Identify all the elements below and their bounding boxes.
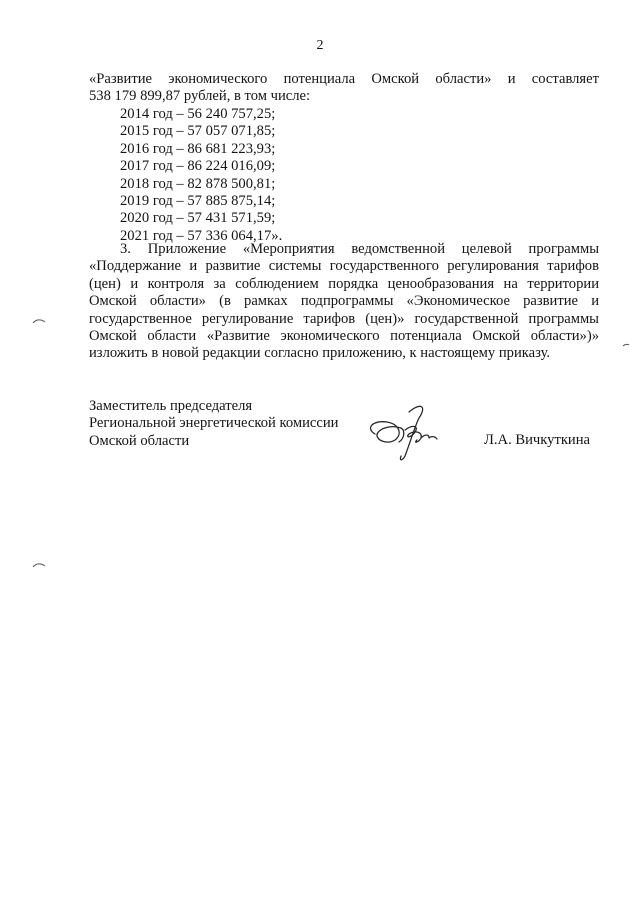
intro-line-1: «Развитие экономического потенциала Омской области» и составляет [89, 71, 599, 87]
paragraph-3-line-4: Омской области» (в рамках подпрограммы «Экономическое развитие и [89, 293, 599, 310]
intro-paragraph [89, 71, 599, 106]
paragraph-3-line-7: изложить в новой редакции согласно приложению, к настоящему приказу. [89, 345, 551, 362]
year-amount-item: 2019 год – 57 885 875,14; [120, 193, 276, 210]
paragraph-3-line-6: Омской области «Развитие экономического потенциала Омской области»)» [89, 328, 599, 345]
signer-name: Л.А. Вичкуткина [484, 432, 591, 448]
year-amounts-list [120, 106, 282, 245]
handwritten-signature [365, 400, 465, 465]
year-amount-item: 2021 год – 57 336 064,17». [120, 227, 283, 244]
intro-line-2: 538 179 899,87 рублей, в том числе: [89, 88, 311, 105]
paragraph-3-line-2: «Поддержание и развитие системы государственного регулирования тарифов [89, 258, 599, 275]
year-amount-item: 2015 год – 57 057 071,85; [120, 123, 276, 140]
signatory-title-line: Омской области [89, 432, 190, 449]
year-amount-item: 2018 год – 82 878 500,81; [120, 175, 276, 192]
paragraph-3-line-1: 3. Приложение «Мероприятия ведомственной целевой программы [120, 241, 599, 257]
paragraph-3-line-3: (цен) и контроля за соблюдением порядка ценообразования на территории [89, 275, 599, 292]
page-number: 2 [316, 38, 324, 53]
margin-mark [32, 318, 46, 324]
signatory-title-line: Региональной энергетической комиссии [89, 415, 339, 432]
year-amount-item: 2014 год – 56 240 757,25; [120, 106, 276, 122]
signatory-title [89, 398, 338, 450]
year-amount-item: 2017 год – 86 224 016,09; [120, 158, 276, 175]
margin-mark [32, 562, 46, 568]
year-amount-item: 2016 год – 86 681 223,93; [120, 140, 276, 157]
signatory-title-line: Заместитель председателя [89, 398, 253, 414]
margin-mark [622, 342, 630, 348]
paragraph-3-line-5: государственное регулирование тарифов (цен)» государственной программы [89, 310, 599, 327]
paragraph-3 [89, 241, 599, 363]
year-amount-item: 2020 год – 57 431 571,59; [120, 210, 276, 227]
